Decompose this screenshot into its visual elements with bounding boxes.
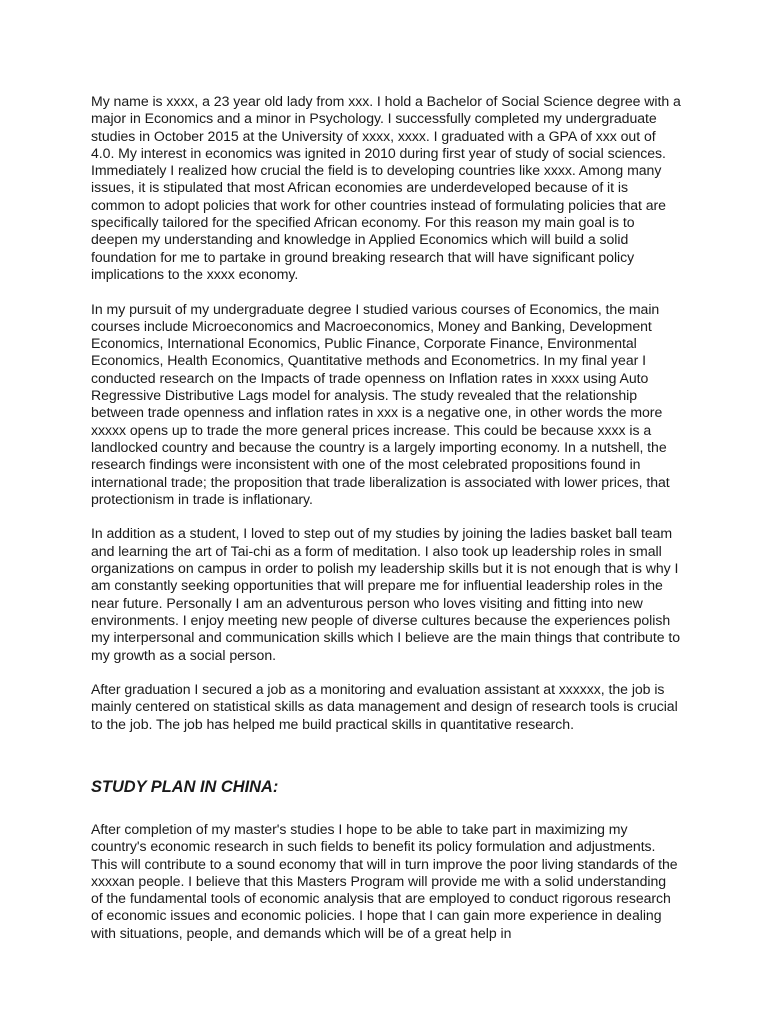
document-body: [91, 93, 681, 959]
paragraph-work-experience: After graduation I secured a job as a monitoring and evaluation assistant at xxxxxx, the job is mainly centered on statistical skills as data management and design of research tools is crucial to the job. The job has helped me build practical skills in quantitative research.: [91, 681, 678, 732]
section-heading-study-plan: STUDY PLAN IN CHINA:: [91, 777, 279, 796]
paragraph-extracurricular: In addition as a student, I loved to step out of my studies by joining the ladies basket ball team and learning the art of Tai-chi as a form of meditation. I also took up leadership roles in small organizations on campus in order to polish my leadership skills but it is not enough that is why I am constantly seeking opportunities that will prepare me for influential leadership roles in the near future. Personally I am an adventurous person who loves visiting and fitting into new environments. I enjoy meeting new people of diverse cultures because the experiences polish my interpersonal and communication skills which I believe are the main things that contribute to my growth as a social person.: [91, 525, 681, 663]
paragraph-study-plan: After completion of my master's studies I hope to be able to take part in maximizing my country's economic research in such fields to benefit its policy formulation and adjustments. This will contribute to a sound economy that will in turn improve the poor living standards of the xxxxan people. I believe that this Masters Program will provide me with a solid understanding of the fundamental tools of economic analysis that are employed to conduct rigorous research of economic issues and economic policies. I hope that I can gain more experience in dealing with situations, people, and demands which will be of a great help in: [91, 820, 678, 941]
paragraph-undergraduate-studies: In my pursuit of my undergraduate degree I studied various courses of Economics, the main courses include Microeconomics and Macroeconomics, Money and Banking, Development Economics, International Economics, Public Finance, Corporate Finance, Environmental Economics, Health Economics, Quantitative methods and Econometrics. In my final year I conducted research on the Impacts of trade openness on Inflation rates in xxxx using Auto Regressive Distributive Lags model for analysis. The study revealed that the relationship between trade openness and inflation rates in xxx is a negative one, in other words the more xxxxx opens up to trade the more general prices increase. This could be because xxxx is a landlocked country and because the country is a largely importing economy. In a nutshell, the research findings were inconsistent with one of the most celebrated propositions found in international trade; the proposition that trade liberalization is associated with lower prices, that protectionism in trade is inflationary.: [91, 300, 670, 507]
paragraph-introduction: My name is xxxx, a 23 year old lady from xxx. I hold a Bachelor of Social Science degree with a major in Economics and a minor in Psychology. I successfully completed my undergraduate studies in October 2015 at the University of xxxx, xxxx. I graduated with a GPA of xxx out of 4.0. My interest in economics was ignited in 2010 during first year of study of social sciences. Immediately I realized how crucial the field is to developing countries like xxxx. Among many issues, it is stipulated that most African economies are underdeveloped because of it is common to adopt policies that work for other countries instead of formulating policies that are specifically tailored for the specified African economy. For this reason my main goal is to deepen my understanding and knowledge in Applied Economics which will build a solid foundation for me to partake in ground breaking research that will have significant policy implications to the xxxx economy.: [91, 93, 681, 282]
